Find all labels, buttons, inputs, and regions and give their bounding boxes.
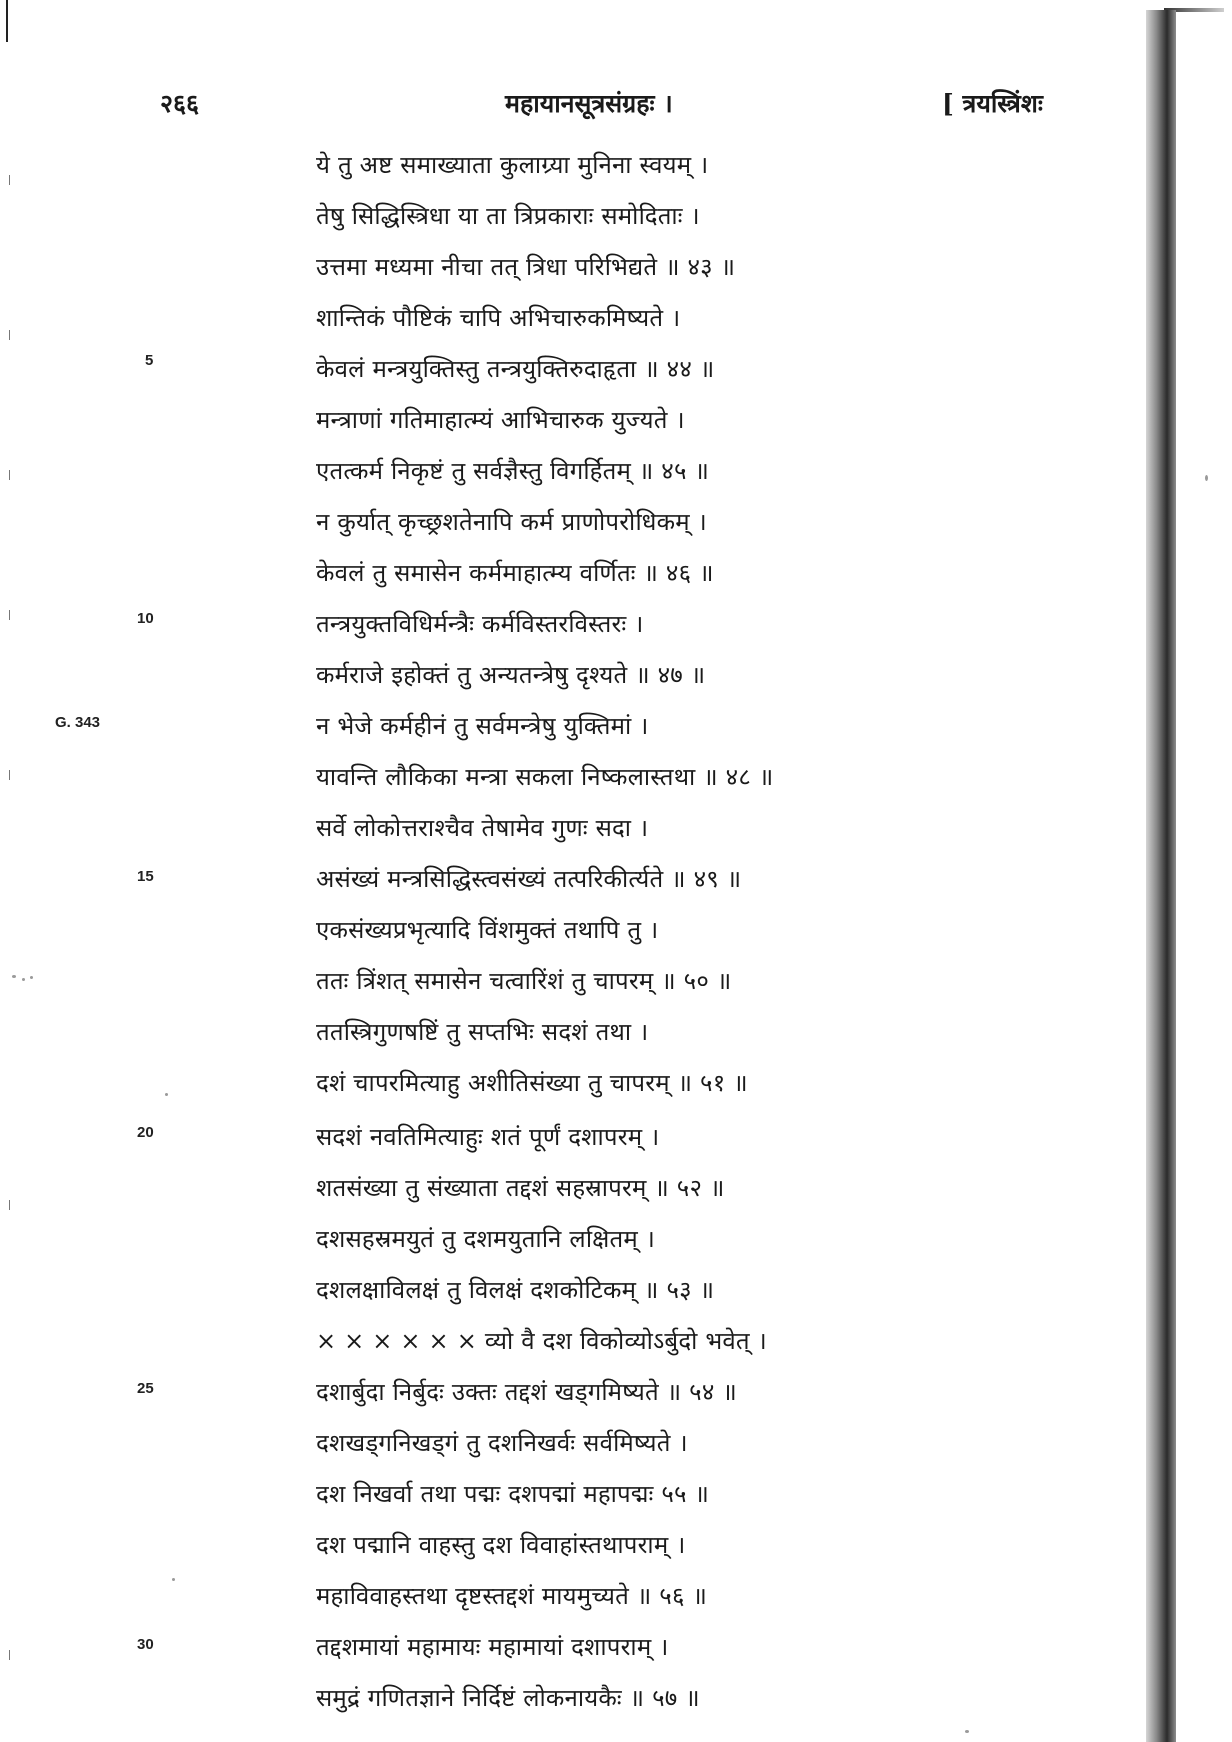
scan-speck bbox=[30, 976, 33, 979]
line-number: 30 bbox=[137, 1636, 154, 1653]
margin-mark bbox=[9, 470, 10, 480]
verse-line: सर्वे लोकोत्तराश्चैव तेषामेव गुणः सदा । bbox=[316, 814, 649, 842]
verse-line: दशलक्षाविलक्षं तु विलक्षं दशकोटिकम् ॥ ५३ ॥ bbox=[316, 1276, 715, 1304]
chapter-title: [ त्रयस्त्रिंशः bbox=[942, 89, 1043, 118]
line-number: 5 bbox=[145, 352, 154, 369]
verse-line: एतत्कर्म निकृष्टं तु सर्वज्ञैस्तु विगर्हितम् ॥ ४५ ॥ bbox=[316, 457, 710, 485]
verse-line: × × × × × × व्यो वै दश विकोव्योऽर्बुदो भवेत् । bbox=[316, 1327, 767, 1355]
margin-mark bbox=[9, 610, 10, 620]
verse-line: ततस्त्रिगुणषष्टिं तु सप्तभिः सदशं तथा । bbox=[316, 1018, 649, 1046]
scan-speck bbox=[965, 1730, 969, 1733]
verse-line: तन्त्रयुक्तविधिर्मन्त्रैः कर्मविस्तरविस्तरः । bbox=[316, 610, 644, 638]
verse-line: दश निखर्वा तथा पद्मः दशपद्मां महापद्मः ५५ ॥ bbox=[316, 1480, 710, 1508]
verse-line: समुद्रं गणितज्ञाने निर्दिष्टं लोकनायकैः ॥ ५७ ॥ bbox=[316, 1684, 700, 1712]
page-number: २६६ bbox=[160, 89, 200, 118]
verse-line: तद्दशमायां महामायः महामायां दशापराम् । bbox=[316, 1633, 669, 1661]
verse-line: दशं चापरमित्याहु अशीतिसंख्या तु चापरम् ॥ ५१ ॥ bbox=[316, 1069, 748, 1097]
verse-line: ये तु अष्ट समाख्याता कुलाग्र्या मुनिना स्वयम् । bbox=[316, 151, 709, 179]
margin-mark bbox=[9, 770, 10, 780]
verse-line: सदशं नवतिमित्याहुः शतं पूर्णं दशापरम् । bbox=[316, 1123, 660, 1151]
scan-speck bbox=[12, 975, 16, 978]
page-header bbox=[0, 86, 1232, 126]
verse-line: न कुर्यात् कृच्छ्रशतेनापि कर्म प्राणोपरोधिकम् । bbox=[316, 508, 707, 536]
verse-line: दश पद्मानि वाहस्तु दश विवाहांस्तथापराम् । bbox=[316, 1531, 686, 1559]
verse-line: केवलं तु समासेन कर्ममाहात्म्य वर्णितः ॥ ४६ ॥ bbox=[316, 559, 714, 587]
verse-line: कर्मराजे इहोक्तं तु अन्यतन्त्रेषु दृश्यते ॥ ४७ ॥ bbox=[316, 661, 706, 689]
line-number: 20 bbox=[137, 1124, 154, 1141]
verse-line: न भेजे कर्महीनं तु सर्वमन्त्रेषु युक्तिमां । bbox=[316, 712, 649, 740]
verse-line: यावन्ति लौकिका मन्त्रा सकला निष्कलास्तथा ॥ ४८ ॥ bbox=[316, 763, 774, 791]
verse-line: ततः त्रिंशत् समासेन चत्वारिंशं तु चापरम् ॥ ५० ॥ bbox=[316, 967, 732, 995]
margin-mark bbox=[9, 330, 10, 340]
line-number: 10 bbox=[137, 610, 154, 627]
scan-speck bbox=[165, 1093, 168, 1096]
verse-line: तेषु सिद्धिस्त्रिधा या ता त्रिप्रकाराः समोदिताः । bbox=[316, 202, 700, 230]
verse-line: केवलं मन्त्रयुक्तिस्तु तन्त्रयुक्तिरुदाहृता ॥ ४४ ॥ bbox=[316, 355, 715, 383]
verse-line: शान्तिकं पौष्टिकं चापि अभिचारुकमिष्यते । bbox=[316, 304, 681, 332]
running-title: महायानसूत्रसंग्रहः । bbox=[505, 89, 673, 118]
verse-line: दशार्बुदा निर्बुदः उक्तः तद्दशं खड्गमिष्यते ॥ ५४ ॥ bbox=[316, 1378, 737, 1406]
verse-line: एकसंख्यप्रभृत्यादि विंशमुक्तं तथापि तु । bbox=[316, 916, 659, 944]
scan-speck bbox=[22, 978, 25, 981]
binding-shadow bbox=[1146, 10, 1176, 1742]
reference-mark: G. 343 bbox=[55, 714, 101, 731]
margin-mark bbox=[9, 1650, 10, 1660]
line-number: 25 bbox=[137, 1380, 154, 1397]
scan-speck bbox=[1205, 475, 1208, 481]
left-margin-rule bbox=[6, 0, 8, 42]
margin-mark bbox=[9, 175, 10, 185]
verse-line: असंख्यं मन्त्रसिद्धिस्त्वसंख्यं तत्परिकीर्त्यते ॥ ४९ ॥ bbox=[316, 865, 742, 893]
line-number: 15 bbox=[137, 868, 154, 885]
verse-line: दशखड्गनिखड्गं तु दशनिखर्वः सर्वमिष्यते । bbox=[316, 1429, 688, 1457]
verse-line: दशसहस्रमयुतं तु दशमयुतानि लक्षितम् । bbox=[316, 1225, 656, 1253]
verse-line: मन्त्राणां गतिमाहात्म्यं आभिचारुक युज्यते । bbox=[316, 406, 685, 434]
scan-speck bbox=[172, 1578, 175, 1581]
verse-line: शतसंख्या तु संख्याता तद्दशं सहस्रापरम् ॥ ५२ ॥ bbox=[316, 1174, 725, 1202]
verse-line: महाविवाहस्तथा दृष्टस्तद्दशं मायमुच्यते ॥ ५६ ॥ bbox=[316, 1582, 708, 1610]
verse-text bbox=[316, 150, 936, 1712]
margin-mark bbox=[9, 1200, 10, 1210]
verse-line: उत्तमा मध्यमा नीचा तत् त्रिधा परिभिद्यते ॥ ४३ ॥ bbox=[316, 253, 736, 281]
